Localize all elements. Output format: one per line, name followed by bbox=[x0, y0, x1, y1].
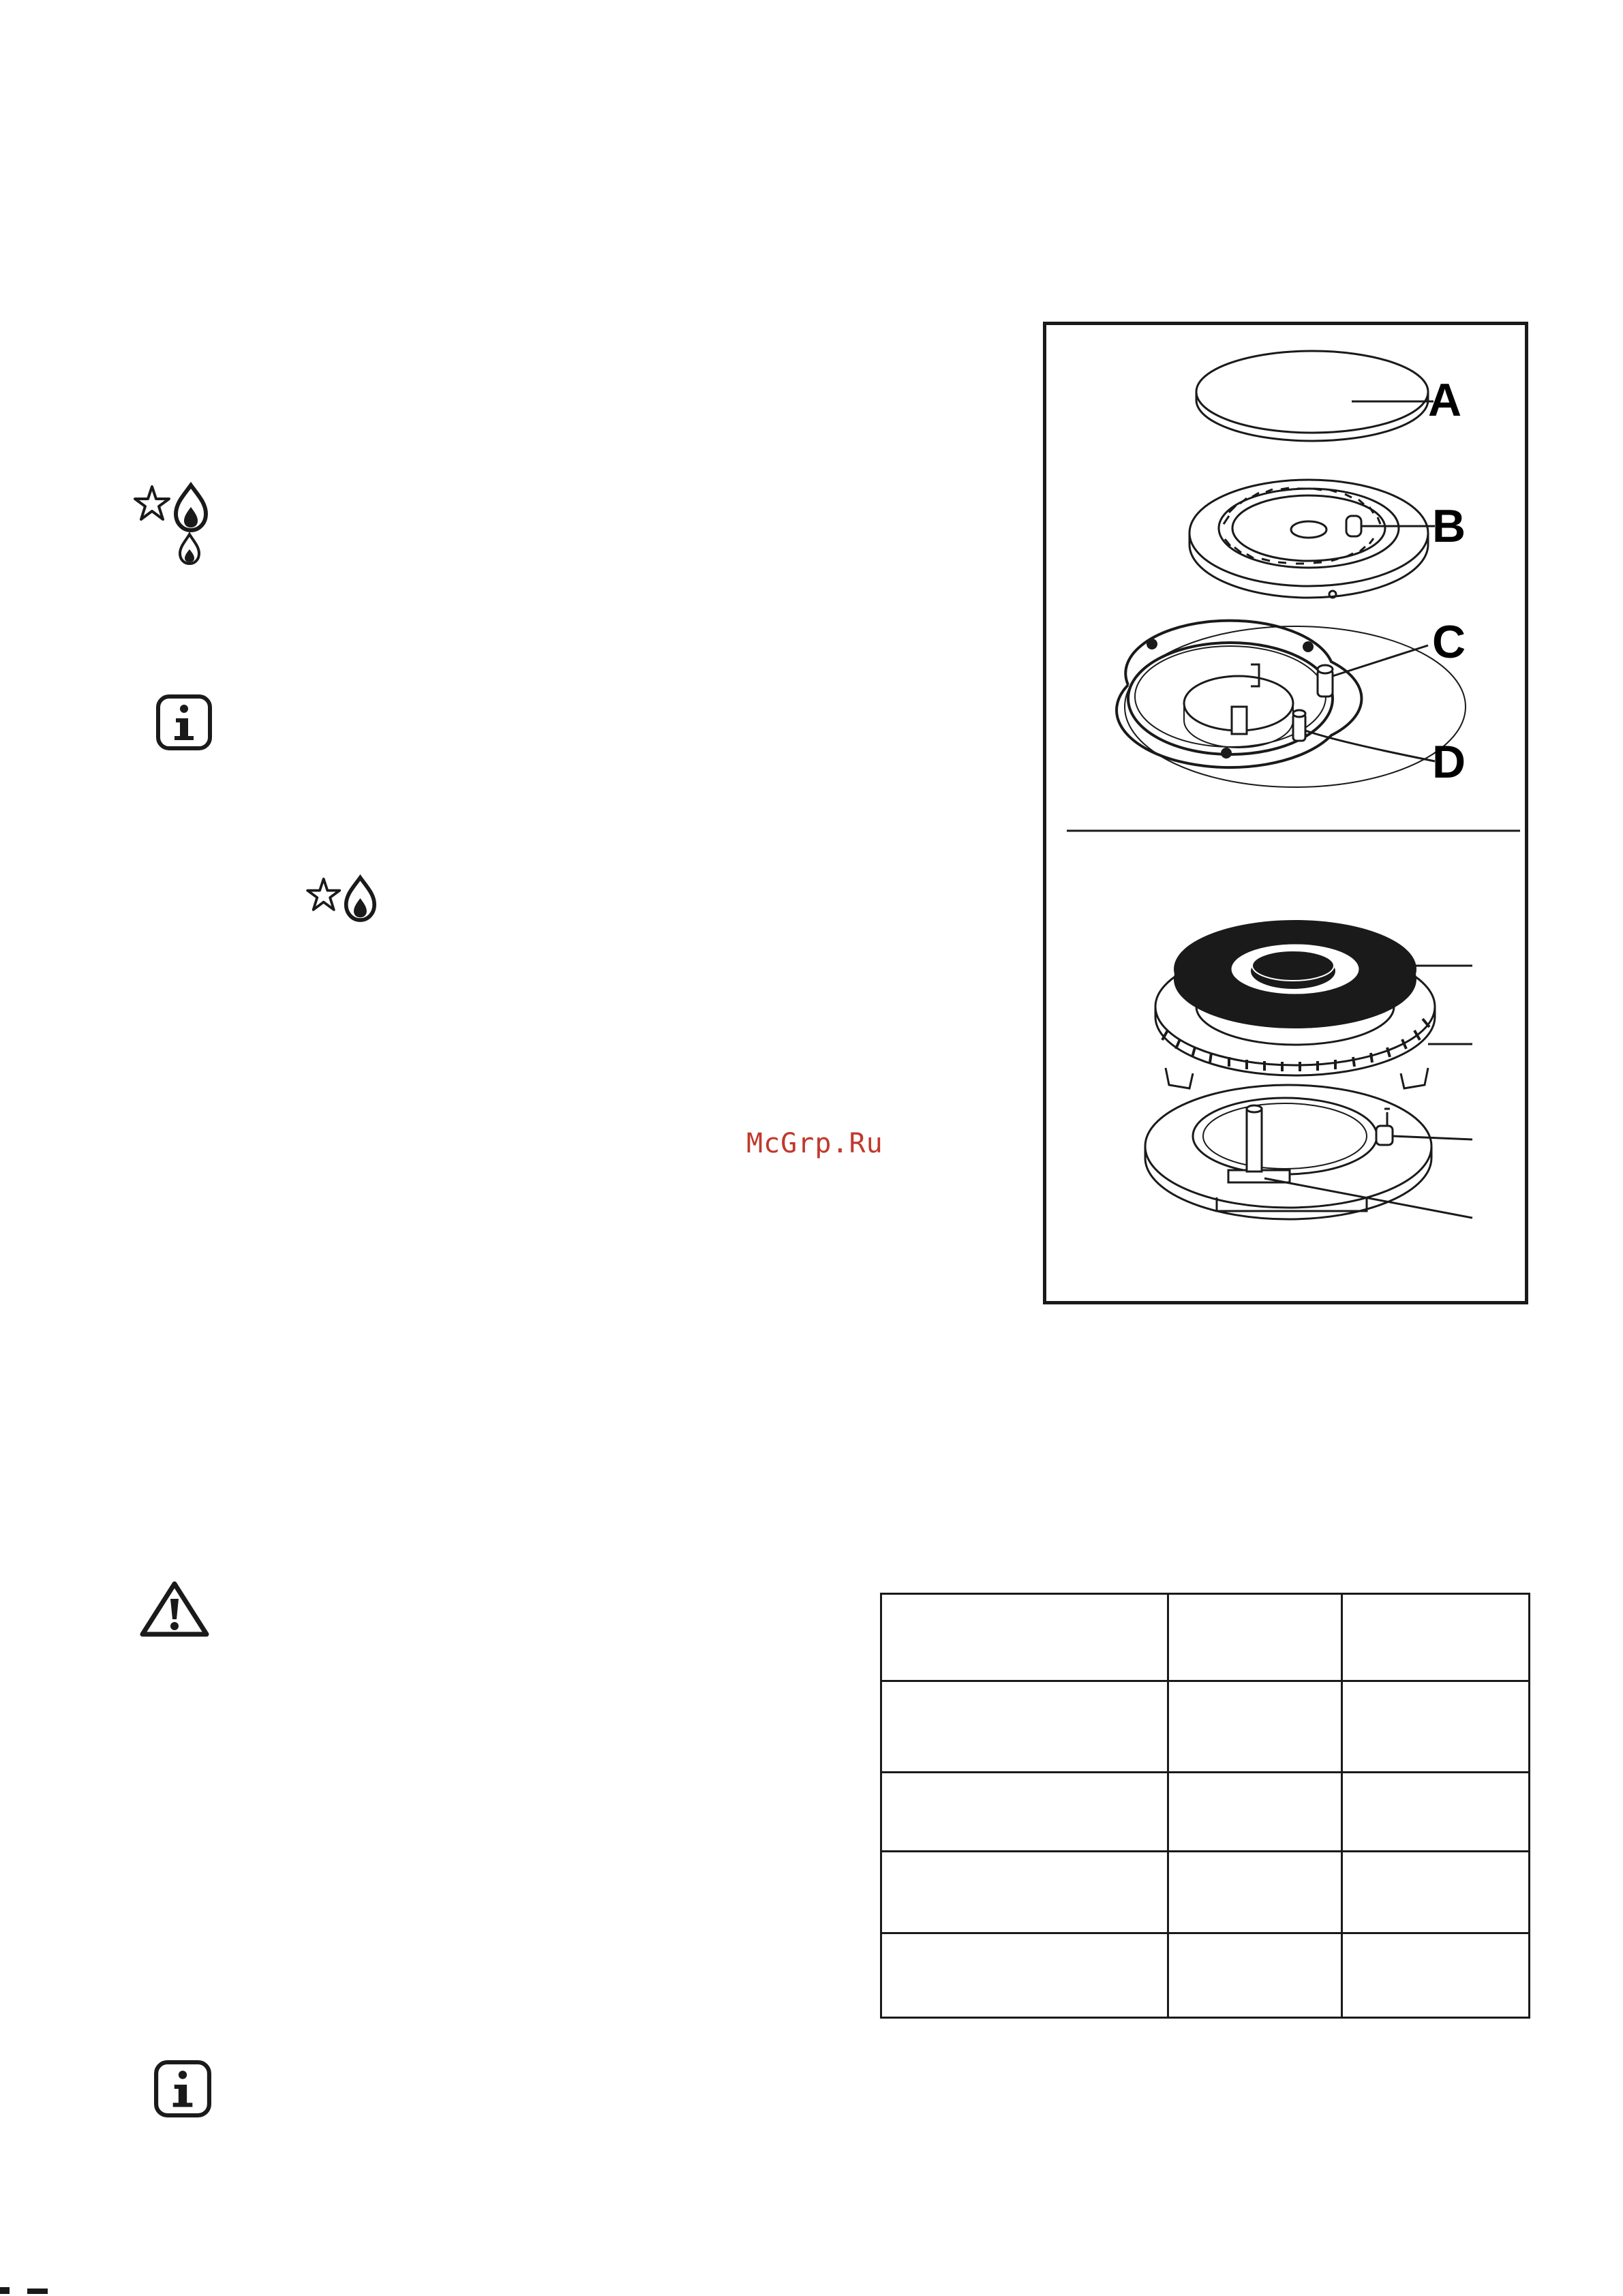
data-table-container bbox=[880, 1593, 1530, 2019]
info-icon bbox=[153, 2060, 212, 2118]
table-cell bbox=[1168, 1933, 1342, 2018]
info-icon bbox=[155, 694, 213, 751]
callout-a: A bbox=[1428, 374, 1462, 426]
burner-crown-part bbox=[1189, 480, 1428, 598]
table-cell bbox=[881, 1594, 1168, 1681]
wok-cap-part bbox=[1155, 920, 1435, 1075]
min-power-symbol bbox=[179, 533, 200, 564]
table-cell bbox=[1168, 1852, 1342, 1933]
table-cell bbox=[1342, 1594, 1530, 1681]
flame-large-icon bbox=[346, 878, 374, 920]
table-cell bbox=[1168, 1773, 1342, 1852]
table-row bbox=[881, 1594, 1530, 1681]
star-outline-icon bbox=[135, 483, 210, 530]
table-cell bbox=[1342, 1681, 1530, 1773]
table-row bbox=[881, 1933, 1530, 2018]
table-row bbox=[881, 1773, 1530, 1852]
callout-c: C bbox=[1432, 616, 1466, 668]
burner-cap-part bbox=[1196, 351, 1428, 441]
burner-figure bbox=[1043, 322, 1528, 1304]
table-cell bbox=[881, 1773, 1168, 1852]
callout-b: B bbox=[1432, 500, 1466, 552]
table-cell bbox=[1168, 1681, 1342, 1773]
max-power-symbol bbox=[135, 483, 210, 530]
table-cell bbox=[881, 1933, 1168, 2018]
warning-icon bbox=[138, 1580, 211, 1638]
flame-small-icon bbox=[179, 533, 200, 564]
table-cell bbox=[1168, 1594, 1342, 1681]
table-cell bbox=[1342, 1933, 1530, 2018]
max-power-symbol-inline bbox=[305, 875, 380, 920]
data-table bbox=[880, 1593, 1530, 2019]
star-outline-icon bbox=[305, 875, 380, 920]
table-cell bbox=[881, 1681, 1168, 1773]
page-edge-mark bbox=[0, 2284, 55, 2294]
table-cell bbox=[881, 1852, 1168, 1933]
table-row bbox=[881, 1852, 1530, 1933]
flame-large-icon bbox=[176, 485, 206, 530]
burner-exploded-diagrams bbox=[1046, 325, 1525, 1301]
watermark: McGrp.Ru bbox=[746, 1128, 883, 1159]
callout-d: D bbox=[1432, 736, 1466, 788]
table-cell bbox=[1342, 1852, 1530, 1933]
table-cell bbox=[1342, 1773, 1530, 1852]
table-row bbox=[881, 1681, 1530, 1773]
